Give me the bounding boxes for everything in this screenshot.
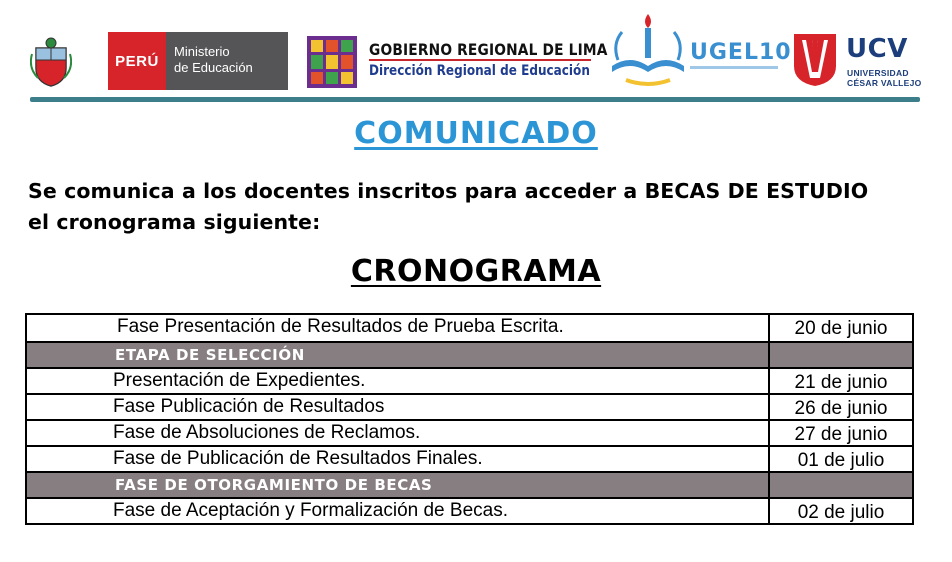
table-row: [27, 393, 912, 419]
page-title: [0, 116, 952, 151]
phase-cell: Fase de Publicación de Resultados Finales.: [27, 447, 770, 471]
phase-cell: Fase Presentación de Resultados de Prueba Escrita.: [27, 315, 770, 341]
ugel-logo: [608, 10, 792, 90]
date-cell: 20 de junio: [794, 318, 888, 339]
ministry-line-2: de Educación: [174, 60, 253, 75]
date-cell: [770, 343, 912, 367]
gobierno-regional-title: GOBIERNO REGIONAL DE LIMA: [369, 40, 608, 59]
table-row: [27, 367, 912, 393]
ucv-line-1: UNIVERSIDAD: [847, 68, 909, 78]
ucv-line-2: CÉSAR VALLEJO: [847, 78, 922, 88]
schedule-heading-text: CRONOGRAMA: [350, 254, 602, 289]
ucv-logo: [792, 32, 922, 90]
date-cell: 27 de junio: [794, 424, 888, 445]
date-cell: [770, 473, 912, 497]
table-row: [27, 315, 912, 341]
date-cell: 02 de julio: [797, 502, 885, 523]
section-row: [27, 341, 912, 367]
schedule-table: [25, 313, 914, 525]
ministry-label: [166, 32, 288, 90]
ugel-name: UGEL10: [690, 40, 792, 65]
intro-text: [28, 176, 938, 238]
mosaic-logo-icon: [307, 36, 357, 88]
date-cell: 21 de junio: [794, 372, 888, 393]
ucv-shield-icon: [792, 32, 838, 88]
phase-cell: Fase Publicación de Resultados: [27, 395, 770, 419]
table-row: [27, 445, 912, 471]
phase-cell: Presentación de Expedientes.: [27, 369, 770, 393]
date-cell: 26 de junio: [794, 398, 888, 419]
ugel-underline: [690, 66, 778, 69]
page-title-text: COMUNICADO: [354, 116, 598, 151]
section-label: FASE DE OTORGAMIENTO DE BECAS: [27, 473, 770, 497]
header-logos: [0, 0, 952, 100]
section-label: ETAPA DE SELECCIÓN: [27, 343, 770, 367]
phase-cell: Fase de Aceptación y Formalización de Becas.: [27, 499, 770, 523]
section-row: [27, 471, 912, 497]
gobierno-regional-divider: [369, 59, 591, 61]
ministry-line-1: Ministerio: [174, 44, 230, 59]
ucv-name: UCV: [846, 34, 908, 64]
intro-line-1: Se comunica a los docentes inscritos para acceder a BECAS DE ESTUDIO: [28, 179, 869, 203]
peru-label: PERÚ: [108, 32, 166, 90]
gobierno-regional-logo: [307, 36, 608, 88]
gobierno-regional-subtitle: Dirección Regional de Educación: [369, 63, 590, 79]
minedu-logo: [30, 32, 288, 90]
intro-line-2: el cronograma siguiente:: [28, 210, 321, 234]
torch-book-laurel-icon: [608, 10, 688, 90]
header-divider: [30, 97, 920, 102]
phase-cell: Fase de Absoluciones de Reclamos.: [27, 421, 770, 445]
table-row: [27, 419, 912, 445]
schedule-heading: [0, 254, 952, 289]
peru-coat-of-arms-icon: [30, 34, 72, 88]
date-cell: 01 de julio: [797, 450, 885, 471]
table-row: [27, 497, 912, 523]
